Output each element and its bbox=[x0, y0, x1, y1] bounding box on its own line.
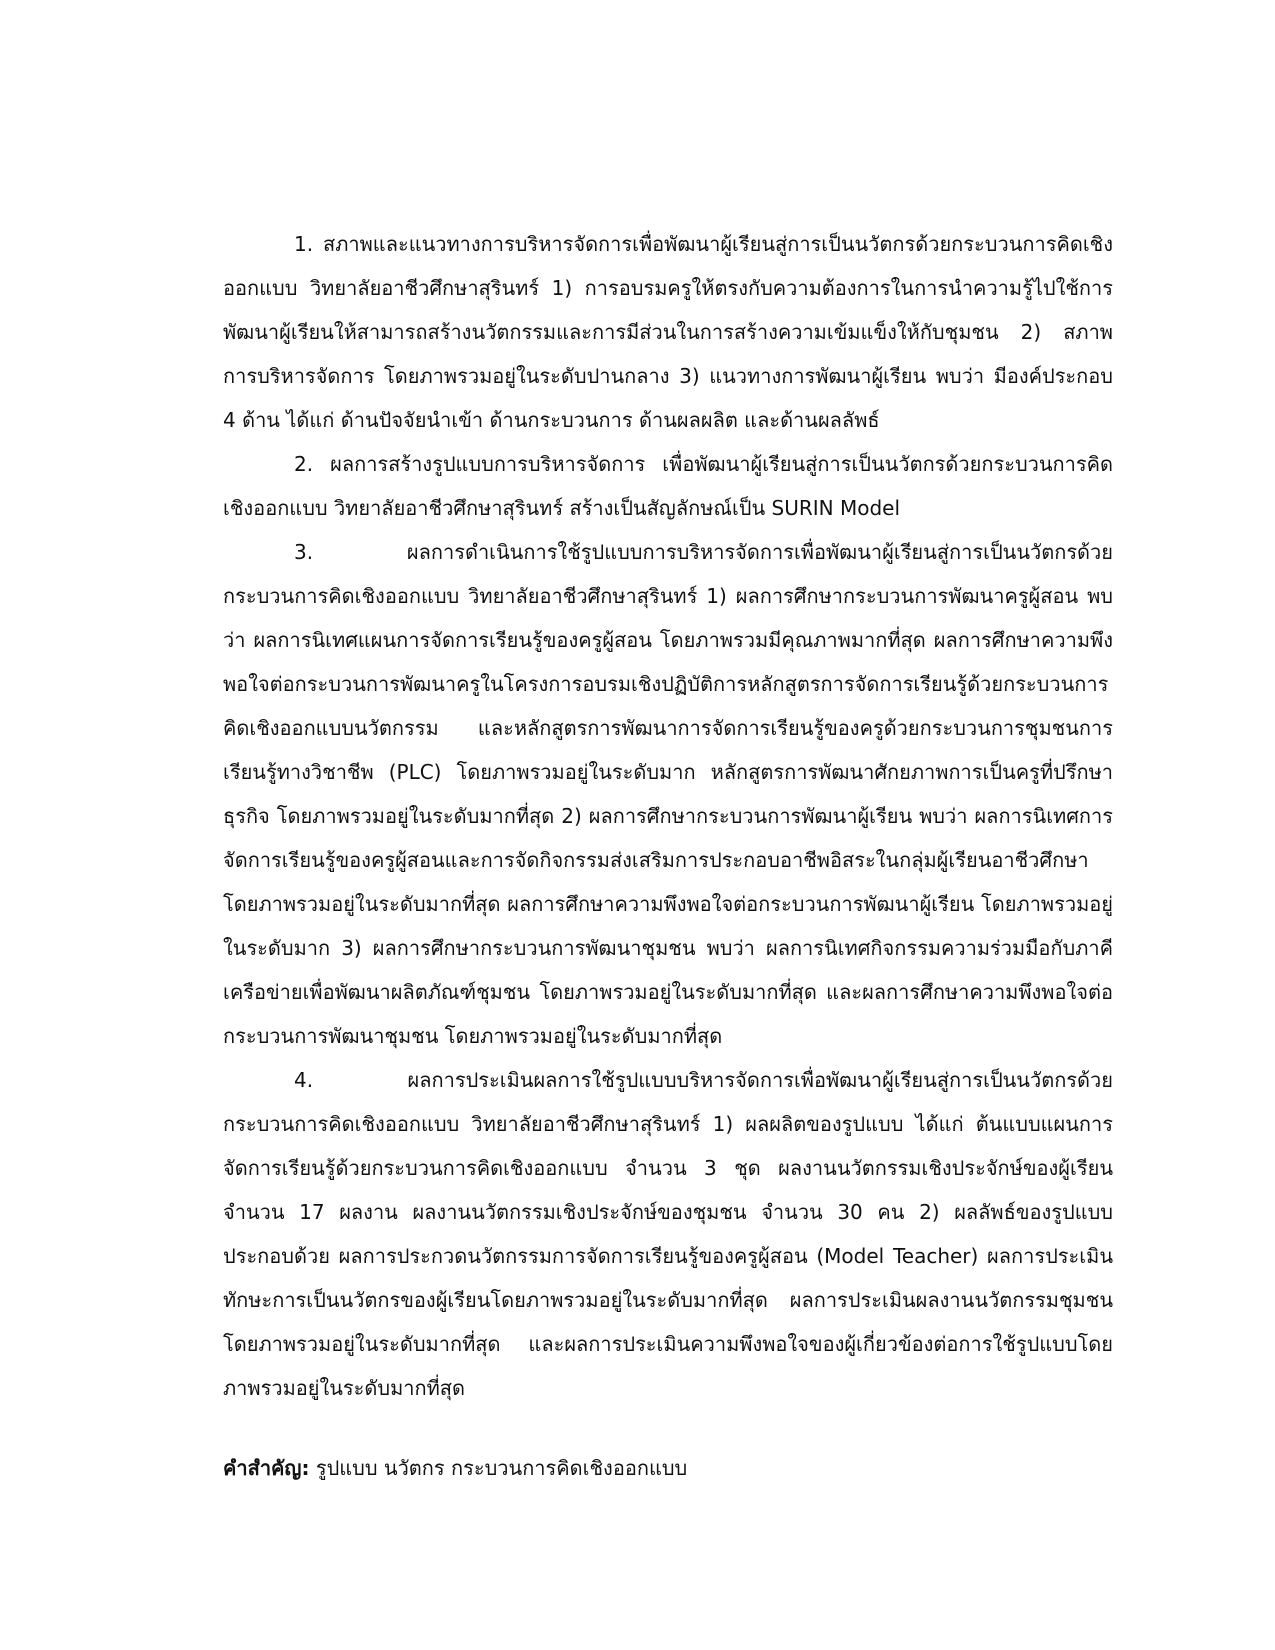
keywords-line bbox=[223, 1446, 1113, 1490]
keywords-text: รูปแบบ นวัตกร กระบวนการคิดเชิงออกแบบ bbox=[315, 1456, 688, 1480]
paragraph-1: 1. สภาพและแนวทางการบริหารจัดการเพื่อพัฒนาผู้เรียนสู่การเป็นนวัตกรด้วยกระบวนการคิดเชิงออกแบบ วิทยาลัยอาชีวศึกษาสุรินทร์ 1) การอบรมครูให้ตรงกับความต้องการในการนำความรู้ไปใช้การพัฒนาผู้เรียนให้สามารถสร้างนวัตกรรมและการมีส่วนในการสร้างความเข้มแข็งให้กับชุมชน 2) สภาพการบริหารจัดการ โดยภาพรวมอยู่ในระดับปานกลาง 3) แนวทางการพัฒนาผู้เรียน พบว่า มีองค์ประกอบ 4 ด้าน ได้แก่ ด้านปัจจัยนำเข้า ด้านกระบวนการ ด้านผลผลิต และด้านผลลัพธ์ bbox=[223, 232, 1113, 432]
paragraph-3: 3. ผลการดำเนินการใช้รูปแบบการบริหารจัดการเพื่อพัฒนาผู้เรียนสู่การเป็นนวัตกรด้วยกระบวนการคิดเชิงออกแบบ วิทยาลัยอาชีวศึกษาสุรินทร์ 1) ผลการศึกษากระบวนการพัฒนาครูผู้สอน พบว่า ผลการนิเทศแผนการจัดการเรียนรู้ของครูผู้สอน โดยภาพรวมมีคุณภาพมากที่สุด ผลการศึกษาความพึงพอใจต่อกระบวนการพัฒนาครูในโครงการอบรมเชิงปฏิบัติการหลักสูตรการจัดการเรียนรู้ด้วยกระบวนการคิดเชิงออกแบบนวัตกรรม และหลักสูตรการพัฒนาการจัดการเรียนรู้ของครูด้วยกระบวนการชุมชนการเรียนรู้ทางวิชาชีพ (PLC) โดยภาพรวมอยู่ในระดับมาก หลักสูตรการพัฒนาศักยภาพการเป็นครูที่ปรึกษาธุรกิจ โดยภาพรวมอยู่ในระดับมากที่สุด 2) ผลการศึกษากระบวนการพัฒนาผู้เรียน พบว่า ผลการนิเทศการจัดการเรียนรู้ของครูผู้สอนและการจัดกิจกรรมส่งเสริมการประกอบอาชีพอิสระในกลุ่มผู้เรียนอาชีวศึกษา โดยภาพรวมอยู่ในระดับมากที่สุด ผลการศึกษาความพึงพอใจต่อกระบวนการพัฒนาผู้เรียน โดยภาพรวมอยู่ในระดับมาก 3) ผลการศึกษากระบวนการพัฒนาชุมชน พบว่า ผลการนิเทศกิจกรรมความร่วมมือกับภาคีเครือข่ายเพื่อพัฒนาผลิตภัณฑ์ชุมชน โดยภาพรวมอยู่ในระดับมากที่สุด และผลการศึกษาความพึงพอใจต่อกระบวนการพัฒนาชุมชน โดยภาพรวมอยู่ในระดับมากที่สุด bbox=[223, 540, 1113, 1048]
paragraph-4: 4. ผลการประเมินผลการใช้รูปแบบบริหารจัดการเพื่อพัฒนาผู้เรียนสู่การเป็นนวัตกรด้วยกระบวนการคิดเชิงออกแบบ วิทยาลัยอาชีวศึกษาสุรินทร์ 1) ผลผลิตของรูปแบบ ได้แก่ ต้นแบบแผนการจัดการเรียนรู้ด้วยกระบวนการคิดเชิงออกแบบ จำนวน 3 ชุด ผลงานนวัตกรรมเชิงประจักษ์ของผู้เรียน จำนวน 17 ผลงาน ผลงานนวัตกรรมเชิงประจักษ์ของชุมชน จำนวน 30 คน 2) ผลลัพธ์ของรูปแบบ ประกอบด้วย ผลการประกวดนวัตกรรมการจัดการเรียนรู้ของครูผู้สอน (Model Teacher) ผลการประเมินทักษะการเป็นนวัตกรของผู้เรียนโดยภาพรวมอยู่ในระดับมากที่สุด ผลการประเมินผลงานนวัตกรรมชุมชนโดยภาพรวมอยู่ในระดับมากที่สุด และผลการประเมินความพึงพอใจของผู้เกี่ยวข้องต่อการใช้รูปแบบโดยภาพรวมอยู่ในระดับมากที่สุด bbox=[223, 1068, 1113, 1400]
document-body bbox=[223, 222, 1113, 1490]
keywords-label: คำสำคัญ: bbox=[223, 1456, 310, 1480]
paragraph-2: 2. ผลการสร้างรูปแบบการบริหารจัดการ เพื่อพัฒนาผู้เรียนสู่การเป็นนวัตกรด้วยกระบวนการคิดเชิงออกแบบ วิทยาลัยอาชีวศึกษาสุรินทร์ สร้างเป็นสัญลักษณ์เป็น SURIN Model bbox=[223, 452, 1113, 520]
